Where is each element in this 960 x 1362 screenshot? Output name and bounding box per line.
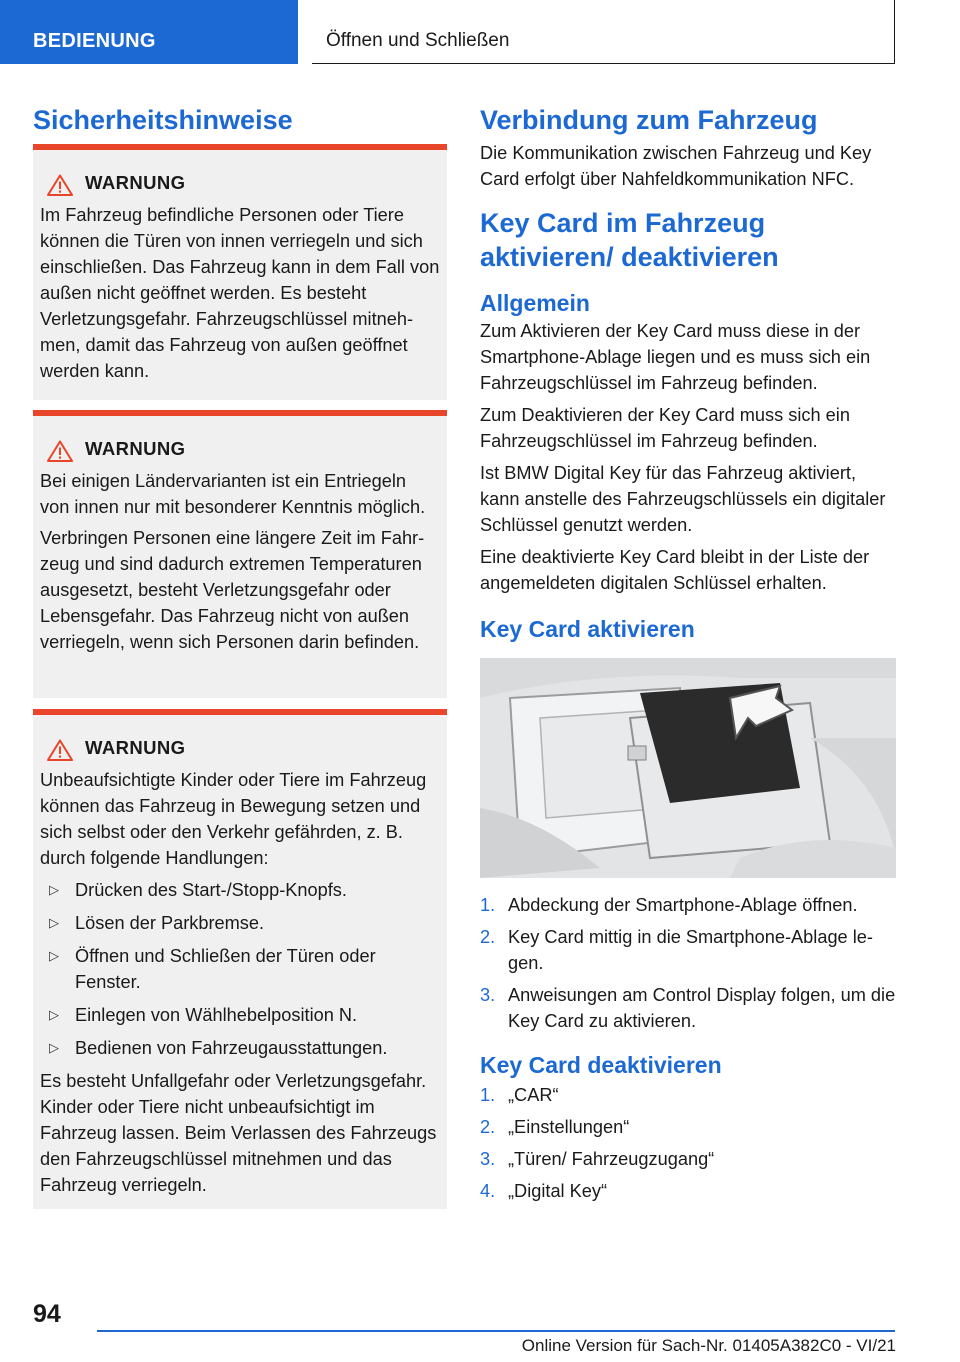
warning-box-1 — [33, 144, 447, 400]
step-item — [480, 982, 896, 1034]
warning-box-3 — [33, 709, 447, 1209]
step-number: 4. — [480, 1181, 496, 1201]
step-item — [480, 1178, 896, 1204]
list-item: ▷ Einlegen von Wählhebelposition N. — [40, 1002, 440, 1028]
step-number: 3. — [480, 1149, 496, 1169]
warning-header — [40, 737, 440, 763]
deactivate-subheading: Key Card deaktivieren — [480, 1052, 722, 1078]
step-number: 2. — [480, 1117, 496, 1137]
connection-heading: Verbindung zum Fahrzeug — [480, 105, 818, 135]
page-number: 94 — [33, 1300, 61, 1328]
step-text: „Türen/ Fahrzeugzugang“ — [508, 1149, 715, 1169]
footer-text: Online Version für Sach-Nr. 01405A382C0 - VI/21 — [521, 1336, 896, 1355]
activate-subheading: Key Card aktivieren — [480, 616, 695, 642]
general-subheading: Allgemein — [480, 290, 590, 316]
step-item — [480, 1082, 896, 1108]
activate-steps — [480, 892, 896, 1034]
list-item: ▷ Lösen der Parkbremse. — [40, 910, 440, 936]
general-text-4: Eine deaktivierte Key Card bleibt in der Liste der angemeldeten digitalen Schlüssel erhalten. — [480, 547, 870, 593]
list-item: ▷ Öffnen und Schließen der Türen oder Fenster. — [40, 943, 440, 995]
step-number: 3. — [480, 985, 496, 1005]
list-item: ▷ Drücken des Start-/Stopp-Knopfs. — [40, 877, 440, 903]
step-text: Key Card mittig in die Smartphone-Ablage legen. — [508, 927, 873, 973]
smartphone-tray-image — [480, 658, 896, 878]
warning-triangle-icon — [47, 174, 73, 196]
step-item — [480, 924, 896, 976]
warning-box-2 — [33, 410, 447, 698]
step-text: „Digital Key“ — [508, 1181, 608, 1201]
chapter-title: Öffnen und Schließen — [326, 30, 510, 51]
warning-text: Unbeaufsichtigte Kinder oder Tiere im Fahrzeug können das Fahrzeug in Bewegung setzen und sich selbst oder den Verkehr gefährden, z. B. durch folgende Handlungen: — [40, 770, 427, 868]
step-number: 2. — [480, 927, 496, 947]
warning-label: WARNUNG — [85, 737, 186, 758]
step-item — [480, 892, 896, 918]
footer-divider — [97, 1330, 895, 1332]
warning-text: Verbringen Personen eine längere Zeit im Fahrzeug und sind dadurch extremen Temperaturen ausgesetzt, besteht Verletzungsgefahr oder Lebensgefahr. Das Fahrzeug nicht von außen verriegeln, wenn sich Personen darin befinden. — [40, 528, 425, 652]
general-text-1: Zum Aktivieren der Key Card muss diese in der Smartphone-Ablage liegen und es muss sich ein Fahrzeugschlüssel im Fahrzeug befinden. — [480, 321, 871, 393]
step-text: „Einstellungen“ — [508, 1117, 630, 1137]
step-item — [480, 1114, 896, 1140]
deactivate-steps — [480, 1082, 896, 1204]
list-item: ▷ Bedienen von Fahrzeugausstattungen. — [40, 1035, 440, 1061]
action-list — [40, 877, 440, 1061]
general-text-2: Zum Deaktivieren der Key Card muss sich ein Fahrzeugschlüssel im Fahrzeug befinden. — [480, 405, 850, 451]
section-title: BEDIENUNG — [33, 30, 156, 52]
step-number: 1. — [480, 1085, 496, 1105]
step-number: 1. — [480, 895, 496, 915]
step-text: Anweisungen am Control Display folgen, um die Key Card zu aktivieren. — [508, 985, 896, 1031]
warning-label: WARNUNG — [85, 172, 186, 193]
warning-label: WARNUNG — [85, 438, 186, 459]
warning-header — [40, 438, 440, 464]
safety-heading: Sicherheitshinweise — [33, 105, 293, 135]
keycard-heading: Key Card im Fahrzeug aktivieren/ deaktivieren — [480, 208, 779, 272]
step-text: Abdeckung der Smartphone-Ablage öffnen. — [508, 895, 858, 915]
step-text: „CAR“ — [508, 1085, 559, 1105]
general-text-3: Ist BMW Digital Key für das Fahrzeug aktiviert, kann anstelle des Fahrzeugschlüssels ein digitaler Schlüssel genutzt werden. — [480, 463, 886, 535]
warning-text: Bei einigen Ländervarianten ist ein Entriegeln von innen nur mit besonderer Kenntnis möglich. — [40, 471, 426, 517]
warning-text: Es besteht Unfallgefahr oder Verletzungsgefahr. Kinder oder Tiere nicht unbeaufsichtigt im Fahrzeug lassen. Beim Verlassen des Fahrzeugs den Fahrzeugschlüssel mitnehmen und das Fahrzeug verriegeln. — [40, 1071, 437, 1195]
connection-text: Die Kommunikation zwischen Fahrzeug und Key Card erfolgt über Nahfeldkommunikation NFC. — [480, 143, 872, 189]
section-tab — [0, 0, 298, 64]
warning-triangle-icon — [47, 739, 73, 761]
step-item — [480, 1146, 896, 1172]
chapter-header — [312, 0, 895, 64]
warning-header — [40, 172, 440, 198]
warning-text: Im Fahrzeug befindliche Personen oder Tiere können die Türen von innen verriegeln und sich einschließen. Das Fahrzeug kann in dem Fall von außen nicht geöffnet werden. Es besteht Verletzungsgefahr. Fahrzeugschlüssel mitnehmen, damit das Fahrzeug von außen geöffnet werden kann. — [40, 205, 440, 381]
left-column — [33, 100, 447, 138]
warning-triangle-icon — [47, 440, 73, 462]
console-illustration — [480, 658, 896, 878]
right-column — [480, 100, 896, 1210]
